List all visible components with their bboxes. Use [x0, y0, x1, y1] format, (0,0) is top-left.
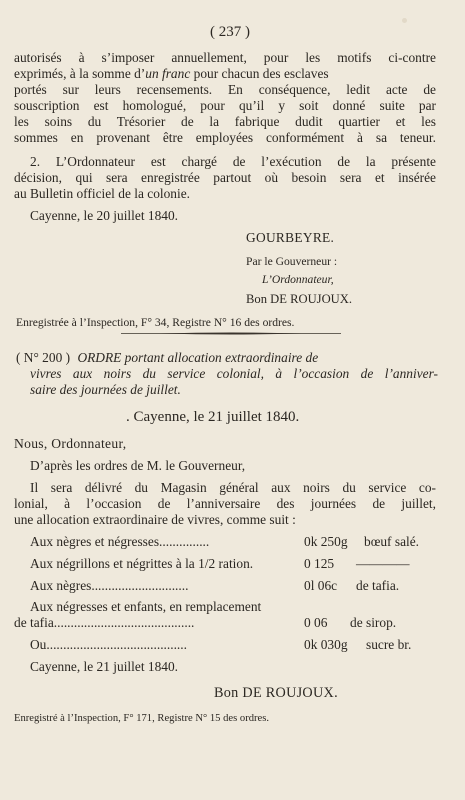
- allocation-qty: 0k 250g: [304, 534, 348, 549]
- signature: GOURBEYRE.: [246, 230, 335, 245]
- text-line: les soins du Trésorier de la fabrique dudit quartier et les: [14, 114, 436, 129]
- allocation-label: de tafia: [14, 615, 54, 630]
- allocation-row: Aux nègres et négresses...............: [30, 534, 210, 549]
- text-line: exprimés, à la somme d’un franc pour chacun des esclaves: [14, 66, 329, 81]
- allocation-qty: 0 06: [304, 615, 328, 630]
- text-line: [16, 350, 438, 366]
- signature: Bon DE ROUJOUX.: [246, 292, 353, 306]
- page-number: ( 237 ): [210, 24, 250, 40]
- emphasis: un franc: [145, 66, 191, 81]
- nous-ordonnateur: Nous, Ordonnateur,: [14, 436, 127, 451]
- allocation-row: Aux nègres.............................: [30, 578, 189, 593]
- text-line: lonial, à l’occasion de l’anniversaire des journées de juillet,: [14, 496, 436, 511]
- allocation-label: Ou: [30, 637, 47, 652]
- date-line: Cayenne, le 20 juillet 1840.: [30, 208, 179, 223]
- text-line: au Bulletin officiel de la colonie.: [14, 186, 191, 201]
- allocation-item: ————: [356, 556, 410, 571]
- allocation-label: Aux nègres: [30, 578, 92, 593]
- dateline: . Cayenne, le 21 juillet 1840.: [126, 409, 300, 425]
- allocation-label: Aux négrillons et négrittes à la 1/2 ration.: [30, 556, 254, 571]
- text-line: D’après les ordres de M. le Gouverneur,: [30, 458, 246, 473]
- order-number: ( N° 200 ): [16, 350, 71, 365]
- signature-line: Par le Gouverneur :: [246, 255, 338, 268]
- order-title: saire des journées de juillet.: [30, 382, 181, 397]
- registration-note: Enregistré à l’Inspection, F° 171, Registre N° 15 des ordres.: [14, 713, 270, 724]
- text-line: 2. L’Ordonnateur est chargé de l’exécution de la présente: [30, 154, 436, 169]
- text-line: Il sera délivré du Magasin général aux noirs du service co-: [30, 480, 436, 495]
- allocation-row: Ou..........................................: [30, 637, 187, 652]
- allocation-label: Aux nègres et négresses: [30, 534, 160, 549]
- signature: Bon DE ROUJOUX.: [214, 685, 338, 701]
- text-line: autorisés à s’imposer annuellement, pour les motifs ci-contre: [14, 50, 436, 65]
- allocation-item: de tafia.: [356, 578, 400, 593]
- text-line: portés sur leurs recensements. En conséquence, ledit acte de: [14, 82, 436, 97]
- order-title: vivres aux noirs du service colonial, à l’occasion de l’anniver-: [30, 366, 438, 381]
- text-line: sommes en provenant être employées conformément à sa teneur.: [14, 130, 436, 145]
- allocation-item: sucre br.: [366, 637, 412, 652]
- allocation-qty: 0k 030g: [304, 637, 348, 652]
- allocation-item: de sirop.: [350, 615, 397, 630]
- allocation-qty: 0l 06c: [304, 578, 338, 593]
- allocation-label: Aux négresses et enfants, en remplacement: [30, 599, 262, 614]
- order-title: ORDRE portant allocation extraordinaire de: [77, 350, 319, 365]
- allocation-item: bœuf salé.: [364, 534, 420, 549]
- allocation-qty: 0 125: [304, 556, 335, 571]
- text-line: souscription est homologué, pour qu’il y soit donné suite par: [14, 98, 436, 113]
- text-line: décision, qui sera enregistrée partout où besoin sera et insérée: [14, 170, 436, 185]
- signature-line: L’Ordonnateur,: [262, 273, 334, 286]
- registration-note: Enregistrée à l’Inspection, F° 34, Registre N° 16 des ordres.: [16, 316, 295, 329]
- section-divider: [121, 332, 341, 335]
- allocation-row: de tafia..........................................: [14, 615, 195, 630]
- text-line: une allocation extraordinaire de vivres, comme suit :: [14, 512, 296, 527]
- date-line: Cayenne, le 21 juillet 1840.: [30, 659, 179, 674]
